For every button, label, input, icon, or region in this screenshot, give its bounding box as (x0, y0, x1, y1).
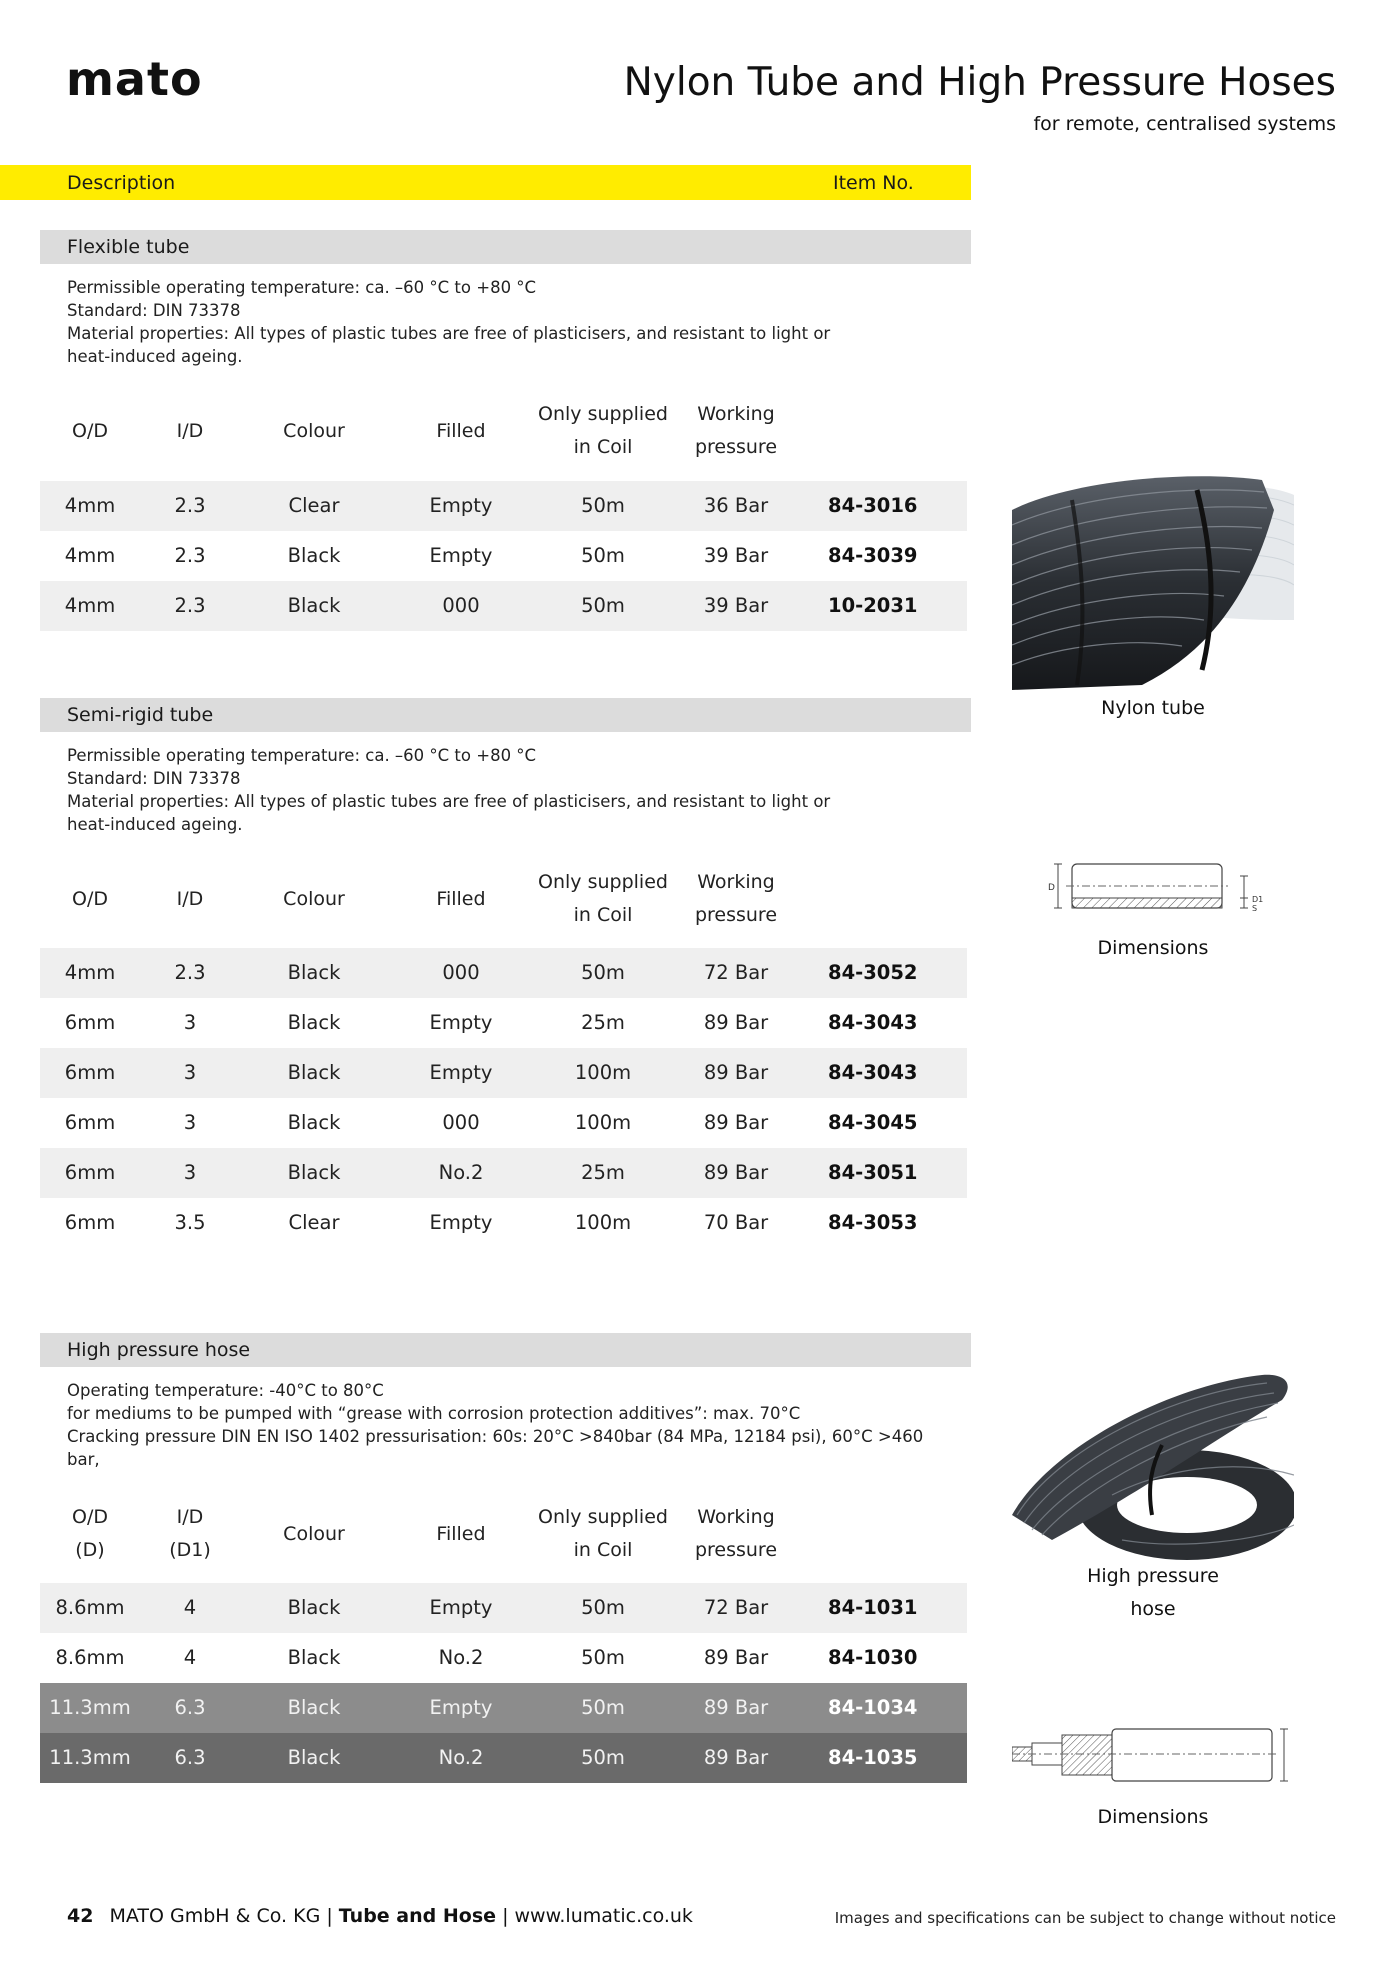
item-number: 84-3052 (828, 961, 918, 984)
table-row (40, 1733, 967, 1783)
table-row (40, 1048, 967, 1098)
table-cell: 6mm (64, 1011, 116, 1034)
table-cell: 50m (581, 1696, 625, 1719)
section-heading-high-pressure-hose (40, 1333, 971, 1367)
page-subtitle: for remote, centralised systems (1033, 113, 1336, 135)
table-cell: 2.3 (174, 961, 206, 984)
column-header-line: I/D (176, 419, 204, 442)
page-title: Nylon Tube and High Pressure Hoses (623, 60, 1336, 105)
note-line: heat-induced ageing. (67, 347, 243, 366)
nylon-tube-caption: Nylon tube (1101, 697, 1205, 719)
table-cell: 89 Bar (703, 1161, 769, 1184)
table-cell: Clear (288, 494, 340, 517)
table-cell: Black (287, 1161, 341, 1184)
table-cell: 36 Bar (703, 494, 769, 517)
table-cell: 100m (574, 1061, 632, 1084)
table-cell: 000 (442, 1111, 480, 1134)
hose-dimensions-drawing (1012, 1725, 1294, 1785)
item-number: 84-1034 (828, 1696, 918, 1719)
column-header-line: Filled (436, 1522, 486, 1545)
note-line: Standard: DIN 73378 (67, 769, 241, 788)
table-row (40, 531, 967, 581)
table-cell: 50m (581, 1596, 625, 1619)
description-heading: Description (67, 172, 176, 194)
column-header-text (72, 1501, 108, 1567)
table-cell: Black (287, 1746, 341, 1769)
table-cell: 100m (574, 1211, 632, 1234)
dim-label-d: D (1048, 883, 1055, 893)
table-row (40, 1098, 967, 1148)
footer-section: Tube and Hose (338, 1905, 497, 1927)
column-header (661, 1501, 811, 1567)
dimensions-caption: Dimensions (1097, 937, 1209, 959)
column-header-line: Colour (283, 1522, 345, 1545)
column-header-text (695, 1501, 777, 1567)
item-number: 84-1035 (828, 1746, 918, 1769)
item-number: 84-3043 (828, 1061, 918, 1084)
column-header-text (436, 883, 485, 916)
section-title: Semi-rigid tube (67, 704, 214, 726)
table-row (40, 481, 967, 531)
section-heading-semi-rigid-tube (40, 698, 971, 732)
table-cell: 25m (581, 1161, 625, 1184)
table-cell: Black (287, 1111, 341, 1134)
nylon-tube-image (1012, 470, 1294, 690)
table-cell: 89 Bar (703, 1011, 769, 1034)
table-cell: Empty (429, 1061, 493, 1084)
table-cell: 72 Bar (703, 961, 769, 984)
table-cell: Black (287, 1696, 341, 1719)
table-cell: 89 Bar (703, 1696, 769, 1719)
table-cell: 39 Bar (703, 544, 769, 567)
table-cell: No.2 (438, 1646, 484, 1669)
column-header (528, 1501, 678, 1567)
table-header-bar (0, 165, 971, 200)
column-header-line: in Coil (573, 1539, 633, 1561)
column-header-line: Only supplied (538, 871, 668, 893)
section-notes (67, 1379, 947, 1471)
table-cell: No.2 (438, 1746, 484, 1769)
table-row (40, 1633, 967, 1683)
table-cell: 70 Bar (703, 1211, 769, 1234)
note-line: Material properties: All types of plastic tubes are free of plasticisers, and resistant to light or (67, 792, 831, 811)
table-cell: 6mm (64, 1211, 116, 1234)
high-pressure-hose-caption (1012, 1560, 1294, 1626)
table-cell: Empty (429, 1011, 493, 1034)
column-header-line: Working (697, 871, 775, 893)
table-cell: 8.6mm (55, 1596, 125, 1619)
table-cell: 50m (581, 1746, 625, 1769)
column-header-line: in Coil (573, 904, 633, 926)
table-cell: Black (287, 1011, 341, 1034)
table-cell: 2.3 (174, 544, 206, 567)
table-cell: 4mm (64, 494, 116, 517)
table-cell: 89 Bar (703, 1061, 769, 1084)
table-cell: 6mm (64, 1061, 116, 1084)
item-number: 10-2031 (828, 594, 918, 617)
table-cell: 50m (581, 494, 625, 517)
column-header (239, 398, 389, 464)
spec-table (40, 481, 967, 631)
caption-line: hose (1130, 1598, 1176, 1620)
table-cell: 2.3 (174, 494, 206, 517)
column-header-text (538, 1501, 668, 1567)
item-number: 84-3053 (828, 1211, 918, 1234)
table-cell: 2.3 (174, 594, 206, 617)
column-header-line: I/D (176, 887, 204, 910)
column-header-text (436, 415, 485, 448)
column-header-text (436, 1518, 485, 1551)
item-number: 84-3043 (828, 1011, 918, 1034)
column-header-line: Only supplied (538, 1506, 668, 1528)
footer-disclaimer: Images and specifications can be subject to change without notice (834, 1909, 1336, 1927)
table-cell: 25m (581, 1011, 625, 1034)
column-header-text (283, 883, 345, 916)
table-cell: 4mm (64, 594, 116, 617)
column-header (239, 866, 389, 932)
table-cell: Black (287, 1061, 341, 1084)
table-cell: Black (287, 961, 341, 984)
column-header-line: O/D (72, 1506, 108, 1528)
table-cell: 4mm (64, 544, 116, 567)
spec-table (40, 1583, 967, 1783)
table-cell: Black (287, 544, 341, 567)
column-header-line: O/D (72, 887, 108, 910)
item-number: 84-1030 (828, 1646, 918, 1669)
spec-table (40, 948, 967, 1248)
table-cell: Empty (429, 1596, 493, 1619)
column-header (661, 398, 811, 464)
column-header-line: pressure (694, 436, 778, 458)
table-cell: Clear (288, 1211, 340, 1234)
table-cell: Empty (429, 544, 493, 567)
table-row (40, 581, 967, 631)
page-number: 42 (67, 1905, 94, 1927)
table-cell: Black (287, 1646, 341, 1669)
table-row (40, 1583, 967, 1633)
column-header-line: in Coil (573, 436, 633, 458)
column-header-line: O/D (72, 419, 108, 442)
column-header-text (283, 1518, 345, 1551)
note-line: Operating temperature: -40°C to 80°C (67, 1381, 384, 1400)
table-cell: 6.3 (174, 1746, 206, 1769)
column-header-text (72, 415, 108, 448)
table-cell: 6mm (64, 1111, 116, 1134)
table-cell: 8.6mm (55, 1646, 125, 1669)
dim-label-s: S (1252, 904, 1258, 913)
note-line: Cracking pressure DIN EN ISO 1402 pressurisation: 60s: 20°C >840bar (84 MPa, 12184 psi), 60°C >460 (67, 1427, 924, 1446)
table-cell: 4 (183, 1596, 197, 1619)
column-header (528, 866, 678, 932)
column-header-text (695, 866, 777, 932)
column-header-line: (D) (75, 1539, 105, 1561)
table-cell: 100m (574, 1111, 632, 1134)
table-cell: 3.5 (174, 1211, 206, 1234)
column-header (386, 1501, 536, 1567)
table-cell: 3 (183, 1061, 197, 1084)
dimensions-caption: Dimensions (1097, 1806, 1209, 1828)
note-line: Material properties: All types of plastic tubes are free of plasticisers, and resistant to light or (67, 324, 831, 343)
table-cell: Empty (429, 1696, 493, 1719)
section-title: High pressure hose (67, 1339, 251, 1361)
table-row (40, 1198, 967, 1248)
table-cell: 6mm (64, 1161, 116, 1184)
item-no-heading: Item No. (833, 172, 914, 194)
column-headers (40, 1501, 967, 1567)
tube-dimensions-drawing (1048, 858, 1268, 916)
footer-separator: | (502, 1905, 509, 1927)
table-cell: 50m (581, 961, 625, 984)
footer-company: MATO GmbH & Co. KG | (109, 1905, 333, 1927)
table-cell: 4 (183, 1646, 197, 1669)
table-cell: 6.3 (174, 1696, 206, 1719)
table-row (40, 948, 967, 998)
table-cell: 3 (183, 1011, 197, 1034)
column-header-line: Only supplied (538, 403, 668, 425)
column-header-line: pressure (694, 1539, 778, 1561)
table-cell: 72 Bar (703, 1596, 769, 1619)
table-cell: 89 Bar (703, 1646, 769, 1669)
column-header-text (177, 415, 204, 448)
column-header-text (177, 883, 204, 916)
table-cell: 89 Bar (703, 1746, 769, 1769)
item-number: 84-3045 (828, 1111, 918, 1134)
item-number: 84-3051 (828, 1161, 918, 1184)
column-header-text (538, 398, 668, 464)
column-header-line: I/D (176, 1506, 204, 1528)
table-cell: 11.3mm (49, 1696, 131, 1719)
table-cell: 50m (581, 544, 625, 567)
column-headers (40, 398, 967, 464)
table-cell: 3 (183, 1161, 197, 1184)
column-header-text (169, 1501, 211, 1567)
column-header (661, 866, 811, 932)
column-header-line: Colour (283, 419, 345, 442)
column-header-text (283, 415, 345, 448)
note-line: Permissible operating temperature: ca. –60 °C to +80 °C (67, 278, 537, 297)
item-number: 84-3039 (828, 544, 918, 567)
section-notes (67, 276, 947, 368)
column-header-line: (D1) (169, 1539, 211, 1561)
table-cell: 11.3mm (49, 1746, 131, 1769)
table-cell: Empty (429, 494, 493, 517)
column-header-line: Working (697, 403, 775, 425)
table-row (40, 1683, 967, 1733)
table-cell: 000 (442, 961, 480, 984)
column-header (239, 1501, 389, 1567)
section-notes (67, 744, 947, 836)
item-number: 84-1031 (828, 1596, 918, 1619)
table-cell: 50m (581, 1646, 625, 1669)
footer (67, 1905, 693, 1927)
table-cell: Empty (429, 1211, 493, 1234)
table-cell: 000 (442, 594, 480, 617)
dim-label-d1: D1 (1252, 895, 1264, 904)
table-cell: Black (287, 594, 341, 617)
table-cell: No.2 (438, 1161, 484, 1184)
column-header-line: Filled (436, 419, 486, 442)
note-line: bar, (67, 1450, 100, 1469)
high-pressure-hose-image (1012, 1365, 1294, 1560)
table-cell: 50m (581, 594, 625, 617)
table-row (40, 998, 967, 1048)
table-cell: 89 Bar (703, 1111, 769, 1134)
section-title: Flexible tube (67, 236, 190, 258)
footer-website-link[interactable]: www.lumatic.co.uk (514, 1905, 693, 1927)
section-heading-flexible-tube (40, 230, 971, 264)
column-header (528, 398, 678, 464)
table-cell: 4mm (64, 961, 116, 984)
column-headers (40, 866, 967, 932)
caption-line: High pressure (1087, 1565, 1219, 1587)
note-line: for mediums to be pumped with “grease with corrosion protection additives”: max. 70°C (67, 1404, 801, 1423)
column-header-text (72, 883, 108, 916)
note-line: Permissible operating temperature: ca. –60 °C to +80 °C (67, 746, 537, 765)
table-cell: 39 Bar (703, 594, 769, 617)
mato-logo: mato (66, 52, 203, 106)
table-cell: Black (287, 1596, 341, 1619)
column-header-line: Working (697, 1506, 775, 1528)
column-header (386, 866, 536, 932)
table-row (40, 1148, 967, 1198)
item-number: 84-3016 (828, 494, 918, 517)
column-header-text (538, 866, 668, 932)
column-header-line: Filled (436, 887, 486, 910)
note-line: heat-induced ageing. (67, 815, 243, 834)
table-cell: 3 (183, 1111, 197, 1134)
column-header-line: pressure (694, 904, 778, 926)
note-line: Standard: DIN 73378 (67, 301, 241, 320)
column-header-text (695, 398, 777, 464)
column-header-line: Colour (283, 887, 345, 910)
column-header (386, 398, 536, 464)
